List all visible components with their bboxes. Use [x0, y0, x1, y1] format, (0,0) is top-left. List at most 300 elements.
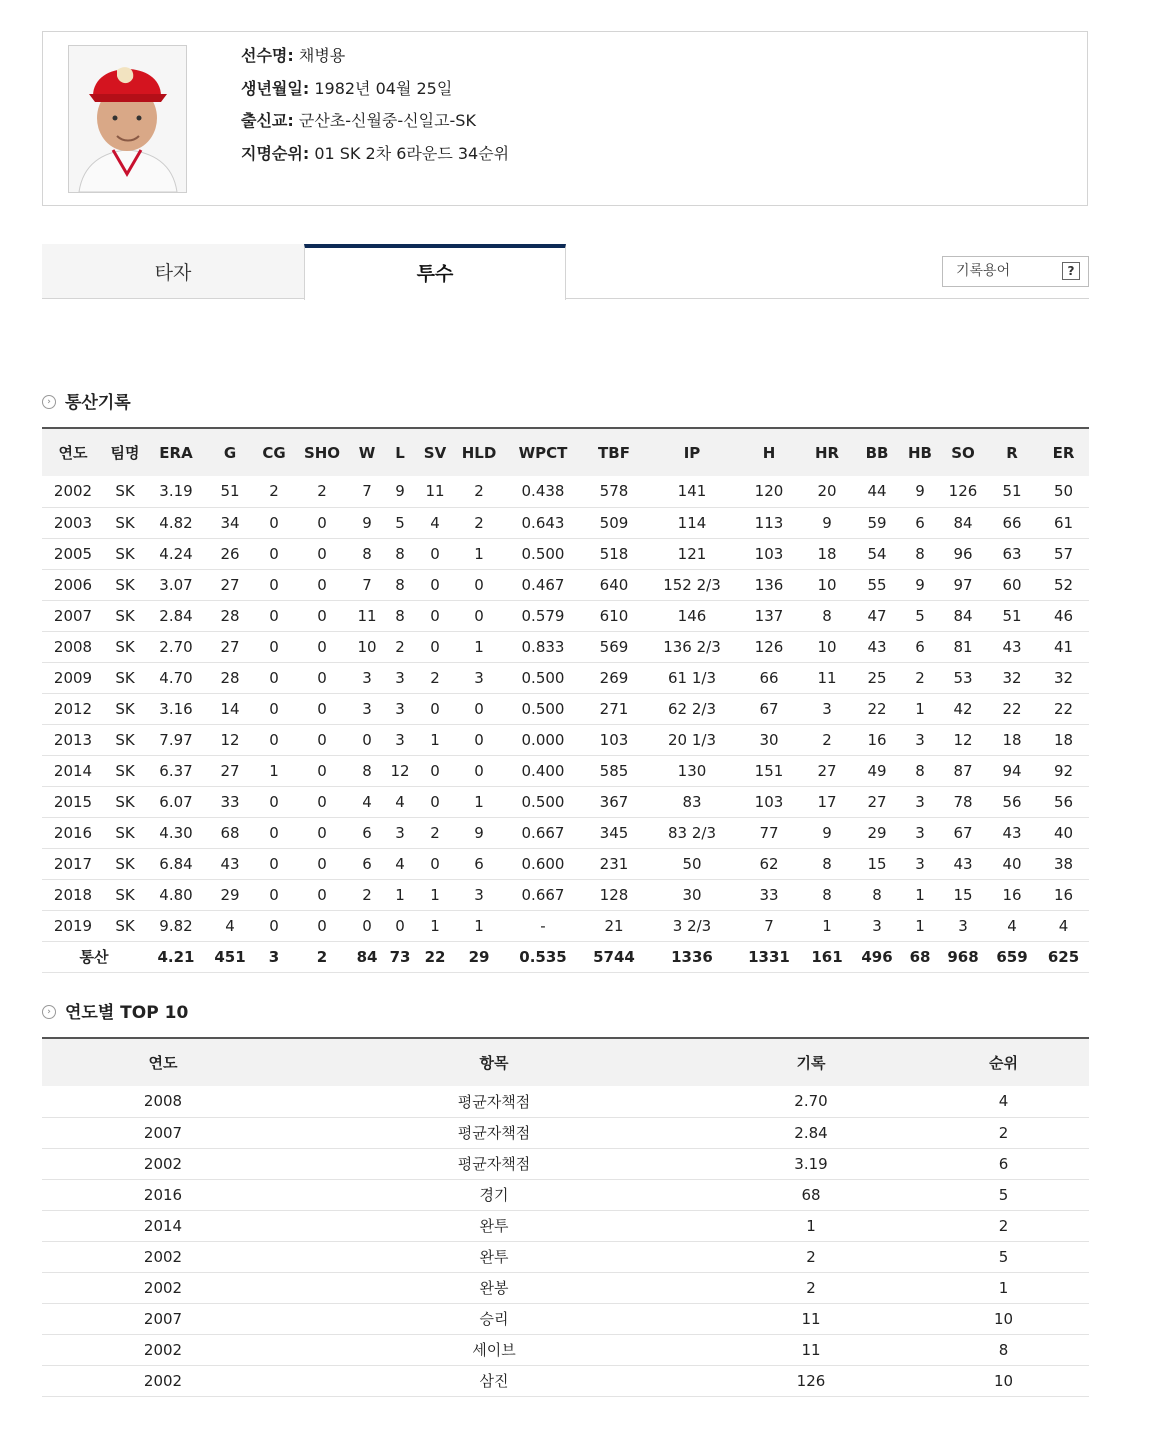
table-cell: 0	[294, 724, 350, 755]
table-cell: 0	[454, 693, 504, 724]
table-cell: 84	[940, 507, 986, 538]
career-stats-table	[42, 427, 1089, 973]
table-cell: 6.37	[146, 755, 206, 786]
table-cell: 33	[206, 786, 254, 817]
table-cell: 0	[254, 662, 294, 693]
table-cell: 16	[1038, 879, 1089, 910]
table-cell: 2	[918, 1210, 1089, 1241]
table-cell: SK	[104, 662, 146, 693]
table-cell: 12	[384, 755, 416, 786]
table-cell: 43	[854, 631, 900, 662]
column-header: WPCT	[504, 428, 582, 476]
table-cell: 7	[350, 476, 384, 507]
table-cell: 141	[646, 476, 738, 507]
table-cell: 509	[582, 507, 646, 538]
table-cell: 0	[254, 786, 294, 817]
table-cell: 40	[986, 848, 1038, 879]
table-cell: 0	[254, 910, 294, 941]
table-cell: 0	[294, 631, 350, 662]
table-cell: 2.84	[146, 600, 206, 631]
table-cell: 18	[1038, 724, 1089, 755]
table-cell: 0.500	[504, 538, 582, 569]
column-header: 팀명	[104, 428, 146, 476]
table-cell: 0	[294, 786, 350, 817]
table-cell: 126	[940, 476, 986, 507]
table-cell: 0.667	[504, 817, 582, 848]
table-cell: 6	[900, 631, 940, 662]
table-cell: 1	[254, 755, 294, 786]
table-row	[42, 786, 1089, 817]
table-cell: 32	[1038, 662, 1089, 693]
table-cell: 0	[254, 693, 294, 724]
table-cell: 96	[940, 538, 986, 569]
table-cell: 9.82	[146, 910, 206, 941]
table-cell: 8	[900, 538, 940, 569]
table-cell: 2	[918, 1117, 1089, 1148]
table-cell: 22	[416, 941, 454, 972]
table-cell: 0.833	[504, 631, 582, 662]
table-cell: 2	[416, 817, 454, 848]
table-cell: 51	[986, 600, 1038, 631]
table-cell: 151	[738, 755, 800, 786]
table-cell: 2	[254, 476, 294, 507]
table-cell: 27	[206, 569, 254, 600]
table-cell: 0	[350, 910, 384, 941]
table-cell: 9	[350, 507, 384, 538]
column-header: TBF	[582, 428, 646, 476]
table-cell: 43	[940, 848, 986, 879]
table-cell: 3	[900, 817, 940, 848]
table-cell: 67	[738, 693, 800, 724]
table-cell: 3.07	[146, 569, 206, 600]
table-cell: 0.400	[504, 755, 582, 786]
column-header: 순위	[918, 1038, 1089, 1086]
table-cell: SK	[104, 600, 146, 631]
table-cell: 0	[454, 600, 504, 631]
table-cell: 2	[294, 476, 350, 507]
table-cell: 9	[900, 569, 940, 600]
table-cell: 0	[294, 662, 350, 693]
position-tabs	[42, 244, 1089, 300]
table-cell: 1	[900, 879, 940, 910]
column-header: H	[738, 428, 800, 476]
table-cell: 2016	[42, 817, 104, 848]
table-row	[42, 724, 1089, 755]
total-label: 통산	[42, 941, 146, 972]
table-cell: 50	[1038, 476, 1089, 507]
table-cell: 345	[582, 817, 646, 848]
table-cell: 2	[384, 631, 416, 662]
table-cell: 2	[416, 662, 454, 693]
column-header: 기록	[704, 1038, 918, 1086]
table-cell: 4	[384, 848, 416, 879]
table-cell: 1336	[646, 941, 738, 972]
table-cell: 8	[384, 569, 416, 600]
table-cell: 2007	[42, 600, 104, 631]
column-header: IP	[646, 428, 738, 476]
column-header: 연도	[42, 428, 104, 476]
table-cell: 22	[1038, 693, 1089, 724]
table-cell: 46	[1038, 600, 1089, 631]
table-cell: 27	[854, 786, 900, 817]
table-cell: 2016	[42, 1179, 284, 1210]
table-cell: 68	[206, 817, 254, 848]
table-cell: 49	[854, 755, 900, 786]
info-birthdate: 생년월일: 1982년 04월 25일	[241, 78, 453, 98]
table-cell: 2002	[42, 1148, 284, 1179]
table-row	[42, 693, 1089, 724]
table-cell: 2006	[42, 569, 104, 600]
table-cell: -	[504, 910, 582, 941]
table-cell: 83	[646, 786, 738, 817]
table-cell: 2014	[42, 755, 104, 786]
table-cell: 9	[900, 476, 940, 507]
table-cell: 94	[986, 755, 1038, 786]
table-cell: 0.467	[504, 569, 582, 600]
table-cell: 7	[350, 569, 384, 600]
table-cell: 0	[416, 569, 454, 600]
table-cell: 161	[800, 941, 854, 972]
top10-table	[42, 1037, 1089, 1397]
table-cell: 0	[254, 724, 294, 755]
table-cell: 4.21	[146, 941, 206, 972]
table-cell: 103	[738, 538, 800, 569]
table-row	[42, 910, 1089, 941]
table-cell: 54	[854, 538, 900, 569]
table-cell: SK	[104, 817, 146, 848]
table-cell: 0	[384, 910, 416, 941]
table-cell: 0.500	[504, 693, 582, 724]
table-cell: 평균자책점	[284, 1117, 704, 1148]
column-header: BB	[854, 428, 900, 476]
table-cell: 42	[940, 693, 986, 724]
table-row	[42, 848, 1089, 879]
table-cell: 2014	[42, 1210, 284, 1241]
table-cell: 0.500	[504, 662, 582, 693]
table-cell: 7	[738, 910, 800, 941]
table-cell: 8	[384, 538, 416, 569]
table-cell: 26	[206, 538, 254, 569]
column-header: L	[384, 428, 416, 476]
table-cell: 625	[1038, 941, 1089, 972]
tab-divider	[566, 298, 1089, 299]
column-header: SO	[940, 428, 986, 476]
table-cell: 5	[384, 507, 416, 538]
table-cell: 0	[294, 600, 350, 631]
table-cell: 15	[854, 848, 900, 879]
table-cell: 3	[254, 941, 294, 972]
table-cell: 2	[294, 941, 350, 972]
table-cell: 승리	[284, 1303, 704, 1334]
table-cell: 367	[582, 786, 646, 817]
table-cell: 63	[986, 538, 1038, 569]
table-cell: 0	[416, 631, 454, 662]
table-cell: 126	[704, 1365, 918, 1396]
table-cell: 2009	[42, 662, 104, 693]
table-cell: 18	[800, 538, 854, 569]
table-cell: 121	[646, 538, 738, 569]
table-cell: 4.80	[146, 879, 206, 910]
column-header: SHO	[294, 428, 350, 476]
table-cell: 0.600	[504, 848, 582, 879]
table-cell: 4	[986, 910, 1038, 941]
table-cell: 1	[900, 910, 940, 941]
table-cell: 9	[800, 507, 854, 538]
table-row	[42, 1272, 1089, 1303]
table-cell: 29	[206, 879, 254, 910]
column-header: 연도	[42, 1038, 284, 1086]
table-cell: 2002	[42, 1272, 284, 1303]
table-cell: 27	[800, 755, 854, 786]
column-header: R	[986, 428, 1038, 476]
table-cell: 67	[940, 817, 986, 848]
table-cell: 3	[800, 693, 854, 724]
table-cell: 1	[800, 910, 854, 941]
table-cell: 14	[206, 693, 254, 724]
table-cell: 68	[704, 1179, 918, 1210]
table-cell: SK	[104, 786, 146, 817]
table-cell: 0	[294, 817, 350, 848]
table-cell: 0	[454, 569, 504, 600]
table-cell: SK	[104, 631, 146, 662]
table-cell: 2002	[42, 1241, 284, 1272]
table-cell: 53	[940, 662, 986, 693]
table-header-row	[42, 428, 1089, 476]
table-cell: 10	[800, 631, 854, 662]
table-row	[42, 1179, 1089, 1210]
table-cell: 4.30	[146, 817, 206, 848]
table-cell: 0	[254, 817, 294, 848]
table-cell: 4	[1038, 910, 1089, 941]
table-cell: 10	[918, 1303, 1089, 1334]
table-cell: 518	[582, 538, 646, 569]
table-cell: 231	[582, 848, 646, 879]
table-cell: 3	[900, 786, 940, 817]
glossary-button-label: 기록용어	[956, 263, 1011, 279]
table-cell: 1331	[738, 941, 800, 972]
table-cell: 2005	[42, 538, 104, 569]
table-cell: 3	[900, 724, 940, 755]
table-cell: 0.667	[504, 879, 582, 910]
table-row	[42, 476, 1089, 507]
table-cell: 137	[738, 600, 800, 631]
table-cell: 2	[704, 1272, 918, 1303]
table-cell: 2013	[42, 724, 104, 755]
table-cell: 0.500	[504, 786, 582, 817]
table-row	[42, 507, 1089, 538]
table-cell: 8	[384, 600, 416, 631]
table-cell: 81	[940, 631, 986, 662]
table-cell: 21	[582, 910, 646, 941]
table-cell: 3	[350, 662, 384, 693]
table-cell: 2008	[42, 631, 104, 662]
table-cell: 완투	[284, 1241, 704, 1272]
table-cell: 29	[854, 817, 900, 848]
table-cell: 56	[1038, 786, 1089, 817]
table-cell: 20	[800, 476, 854, 507]
table-cell: 130	[646, 755, 738, 786]
table-cell: 10	[350, 631, 384, 662]
table-cell: 8	[800, 848, 854, 879]
table-cell: 0	[454, 755, 504, 786]
table-row	[42, 1086, 1089, 1117]
table-cell: 585	[582, 755, 646, 786]
table-cell: 57	[1038, 538, 1089, 569]
tab-pitcher[interactable]: 투수	[304, 244, 566, 300]
table-cell: 87	[940, 755, 986, 786]
table-cell: 32	[986, 662, 1038, 693]
table-cell: 29	[454, 941, 504, 972]
table-row	[42, 569, 1089, 600]
table-cell: 4.24	[146, 538, 206, 569]
table-cell: 2002	[42, 1365, 284, 1396]
table-cell: 66	[986, 507, 1038, 538]
table-cell: 1	[900, 693, 940, 724]
table-cell: 43	[986, 631, 1038, 662]
table-cell: 1	[454, 910, 504, 941]
column-header: G	[206, 428, 254, 476]
table-cell: 136 2/3	[646, 631, 738, 662]
table-cell: 1	[416, 879, 454, 910]
circle-arrow-icon: ›	[42, 395, 56, 409]
table-cell: 2.70	[704, 1086, 918, 1117]
table-cell: 4.70	[146, 662, 206, 693]
table-cell: 16	[854, 724, 900, 755]
table-cell: 9	[384, 476, 416, 507]
table-cell: 968	[940, 941, 986, 972]
table-cell: 6.07	[146, 786, 206, 817]
table-cell: 27	[206, 755, 254, 786]
info-draft: 지명순위: 01 SK 2차 6라운드 34순위	[241, 143, 510, 163]
table-cell: 2	[704, 1241, 918, 1272]
table-cell: 97	[940, 569, 986, 600]
table-row	[42, 879, 1089, 910]
table-cell: 113	[738, 507, 800, 538]
table-cell: 6	[900, 507, 940, 538]
table-cell: 47	[854, 600, 900, 631]
table-cell: 51	[206, 476, 254, 507]
table-cell: 3	[454, 879, 504, 910]
table-cell: 62	[738, 848, 800, 879]
table-cell: 완봉	[284, 1272, 704, 1303]
table-row	[42, 817, 1089, 848]
table-cell: 78	[940, 786, 986, 817]
table-cell: 103	[582, 724, 646, 755]
table-cell: 640	[582, 569, 646, 600]
table-row	[42, 1210, 1089, 1241]
table-row	[42, 1365, 1089, 1396]
table-cell: 28	[206, 600, 254, 631]
info-school: 출신교: 군산초-신월중-신일고-SK	[241, 111, 476, 130]
table-cell: 51	[986, 476, 1038, 507]
table-cell: 62 2/3	[646, 693, 738, 724]
table-cell: 경기	[284, 1179, 704, 1210]
table-cell: 3	[454, 662, 504, 693]
table-cell: 22	[986, 693, 1038, 724]
table-cell: 0	[294, 879, 350, 910]
table-cell: 569	[582, 631, 646, 662]
table-cell: 136	[738, 569, 800, 600]
table-cell: 28	[206, 662, 254, 693]
tab-batter[interactable]: 타자	[42, 244, 304, 299]
table-cell: 2002	[42, 1334, 284, 1365]
table-cell: 25	[854, 662, 900, 693]
table-cell: 77	[738, 817, 800, 848]
table-cell: 1	[918, 1272, 1089, 1303]
table-cell: 10	[800, 569, 854, 600]
column-header: HB	[900, 428, 940, 476]
table-cell: 1	[454, 631, 504, 662]
table-cell: 0.000	[504, 724, 582, 755]
table-cell: 3	[384, 662, 416, 693]
table-cell: 0	[416, 693, 454, 724]
table-cell: SK	[104, 569, 146, 600]
table-cell: 103	[738, 786, 800, 817]
table-cell: 8	[800, 600, 854, 631]
table-cell: 68	[900, 941, 940, 972]
table-cell: 2003	[42, 507, 104, 538]
table-row	[42, 755, 1089, 786]
table-cell: 0	[294, 538, 350, 569]
table-cell: 2.70	[146, 631, 206, 662]
table-cell: 11	[704, 1334, 918, 1365]
top10-section-title: › 연도별 TOP 10	[42, 998, 188, 1023]
player-photo-icon	[69, 46, 186, 192]
table-cell: 4	[350, 786, 384, 817]
table-cell: 4	[918, 1086, 1089, 1117]
table-cell: 0	[454, 724, 504, 755]
table-cell: 3	[384, 817, 416, 848]
table-cell: 2019	[42, 910, 104, 941]
table-cell: 16	[986, 879, 1038, 910]
table-cell: 8	[800, 879, 854, 910]
info-name: 선수명: 채병용	[241, 46, 346, 65]
table-cell: 27	[206, 631, 254, 662]
column-header: HR	[800, 428, 854, 476]
column-header: HLD	[454, 428, 504, 476]
table-cell: 0	[254, 631, 294, 662]
circle-arrow-icon: ›	[42, 1005, 56, 1019]
table-cell: 8	[350, 755, 384, 786]
table-cell: 22	[854, 693, 900, 724]
table-cell: 92	[1038, 755, 1089, 786]
table-cell: 152 2/3	[646, 569, 738, 600]
table-cell: 60	[986, 569, 1038, 600]
column-header: CG	[254, 428, 294, 476]
table-cell: 126	[738, 631, 800, 662]
table-cell: 55	[854, 569, 900, 600]
table-cell: 5	[918, 1241, 1089, 1272]
table-cell: 43	[986, 817, 1038, 848]
table-cell: 146	[646, 600, 738, 631]
table-cell: 18	[986, 724, 1038, 755]
table-cell: 610	[582, 600, 646, 631]
glossary-button[interactable]	[942, 256, 1089, 287]
table-cell: 3 2/3	[646, 910, 738, 941]
table-cell: 완투	[284, 1210, 704, 1241]
table-cell: 4	[206, 910, 254, 941]
table-cell: 61	[1038, 507, 1089, 538]
table-cell: 0	[294, 507, 350, 538]
table-cell: 1	[454, 538, 504, 569]
table-cell: 1	[454, 786, 504, 817]
table-row	[42, 662, 1089, 693]
table-cell: 2012	[42, 693, 104, 724]
table-cell: 271	[582, 693, 646, 724]
table-cell: 52	[1038, 569, 1089, 600]
column-header: 항목	[284, 1038, 704, 1086]
table-header-row	[42, 1038, 1089, 1086]
